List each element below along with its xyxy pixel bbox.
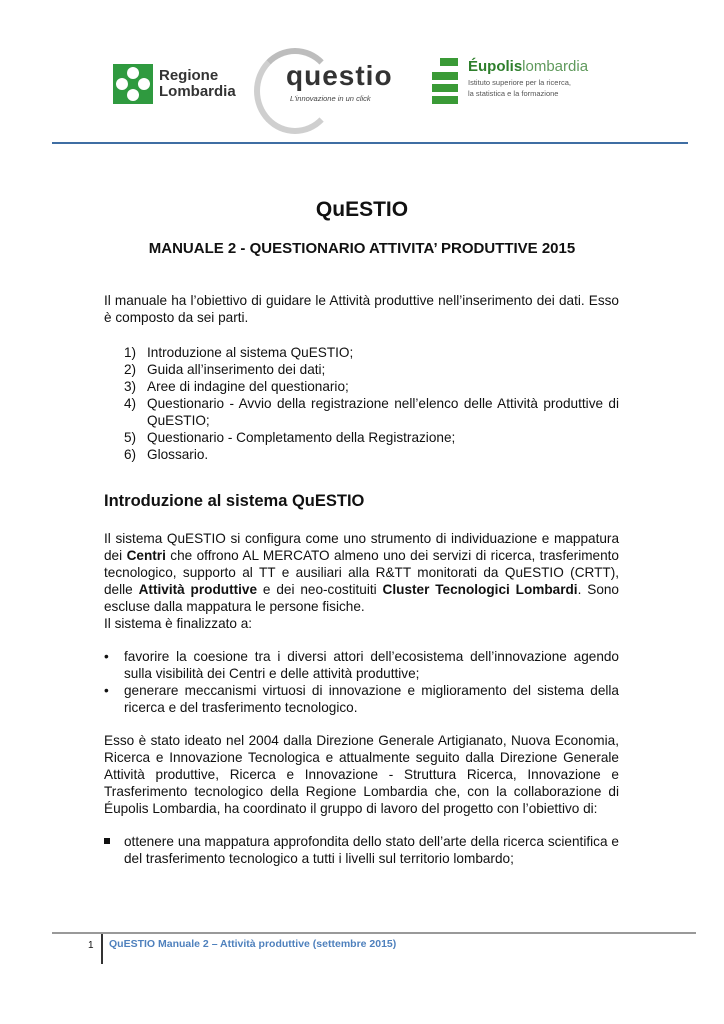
section-paragraph-3: Esso è stato ideato nel 2004 dalla Direzione Generale Artigianato, Nuova Economia, Ricerca e Innovazione Tecnologica e attualmente seguito dalla Direzione Generale Attività produttive, Ricerca e Innovazione - Struttura Ricerca, Innovazione e Trasferimento tecnologico della Regione Lombardia che, con la collaborazione di Éupolis Lombardia, ha coordinato il gruppo di lavoro del progetto con l’obiettivo di: <box>104 733 619 816</box>
eupolis-mark-icon <box>430 58 462 108</box>
document-subtitle: MANUALE 2 - QUESTIONARIO ATTIVITA’ PRODUTTIVE 2015 <box>148 240 576 257</box>
section-paragraph-1: Il sistema QuESTIO si configura come uno strumento di individuazione e mappatura dei Centri che offrono AL MERCATO almeno uno dei servizi di ricerca, trasferimento tecnologico, supporto al TT e ausiliari alla R&TT monitorati da QuESTIO (CRTT), delle Attività produttive e dei neo-costituiti Cluster Tecnologici Lombardi. Sono escluse dalla mappatura le persone fisiche. <box>104 531 619 614</box>
goals-bullet-list <box>104 648 619 716</box>
regione-lombardia-logo <box>113 64 236 104</box>
list-item: 2) Guida all’inserimento dei dati; <box>124 362 326 377</box>
page-number: 1 <box>88 940 94 951</box>
section-paragraph-2: Il sistema è finalizzato a: <box>104 616 253 631</box>
list-item: 1) Introduzione al sistema QuESTIO; <box>124 345 354 360</box>
page-header <box>0 38 724 128</box>
eupolis-name: Éupolislombardia <box>468 58 589 75</box>
footer-divider <box>52 932 696 934</box>
header-divider <box>52 142 688 144</box>
eupolis-sub2: la statistica e la formazione <box>468 89 559 98</box>
eupolis-logo <box>430 58 588 108</box>
footer-vertical-bar <box>101 934 103 964</box>
questio-wordmark: questio <box>286 60 393 91</box>
list-item: 6) Glossario. <box>124 447 209 462</box>
questio-tagline: L'innovazione in un click <box>290 94 371 103</box>
regione-line2: Lombardia <box>159 83 236 100</box>
section-heading: Introduzione al sistema QuESTIO <box>104 492 365 510</box>
objectives-square-list <box>104 833 619 867</box>
list-item: • favorire la coesione tra i diversi attori dell’ecosistema dell’innovazione agendo sulla visibilità dei Centri e delle attività produttive; <box>104 649 619 681</box>
square-bullet-icon <box>104 838 110 844</box>
list-item: 4) Questionario - Avvio della registrazione nell’elenco delle Attività produttive di QuESTIO; <box>124 396 619 428</box>
eupolis-sub1: Istituto superiore per la ricerca, <box>468 78 571 87</box>
footer-title: QuESTIO Manuale 2 – Attività produttive (settembre 2015) <box>109 938 397 950</box>
parts-list <box>104 344 619 463</box>
list-item: ottenere una mappatura approfondita dello stato dell’arte della ricerca scientifica e del trasferimento tecnologico a tutti i livelli sul territorio lombardo; <box>104 833 619 867</box>
document-body <box>104 292 619 867</box>
bullet-icon: • <box>104 649 109 664</box>
regione-line1: Regione <box>159 67 219 84</box>
intro-paragraph: Il manuale ha l’obiettivo di guidare le Attività produttive nell’inserimento dei dati. Esso è composto da sei parti. <box>104 293 619 325</box>
document-title: QuESTIO <box>315 198 409 221</box>
list-item: 3) Aree di indagine del questionario; <box>124 379 349 394</box>
list-item: 5) Questionario - Completamento della Registrazione; <box>124 430 456 445</box>
questio-logo <box>250 44 425 124</box>
bullet-icon: • <box>104 683 109 698</box>
list-item: • generare meccanismi virtuosi di innovazione e miglioramento del sistema della ricerca e del trasferimento tecnologico. <box>104 683 619 715</box>
regione-lombardia-rose-icon <box>113 64 153 104</box>
